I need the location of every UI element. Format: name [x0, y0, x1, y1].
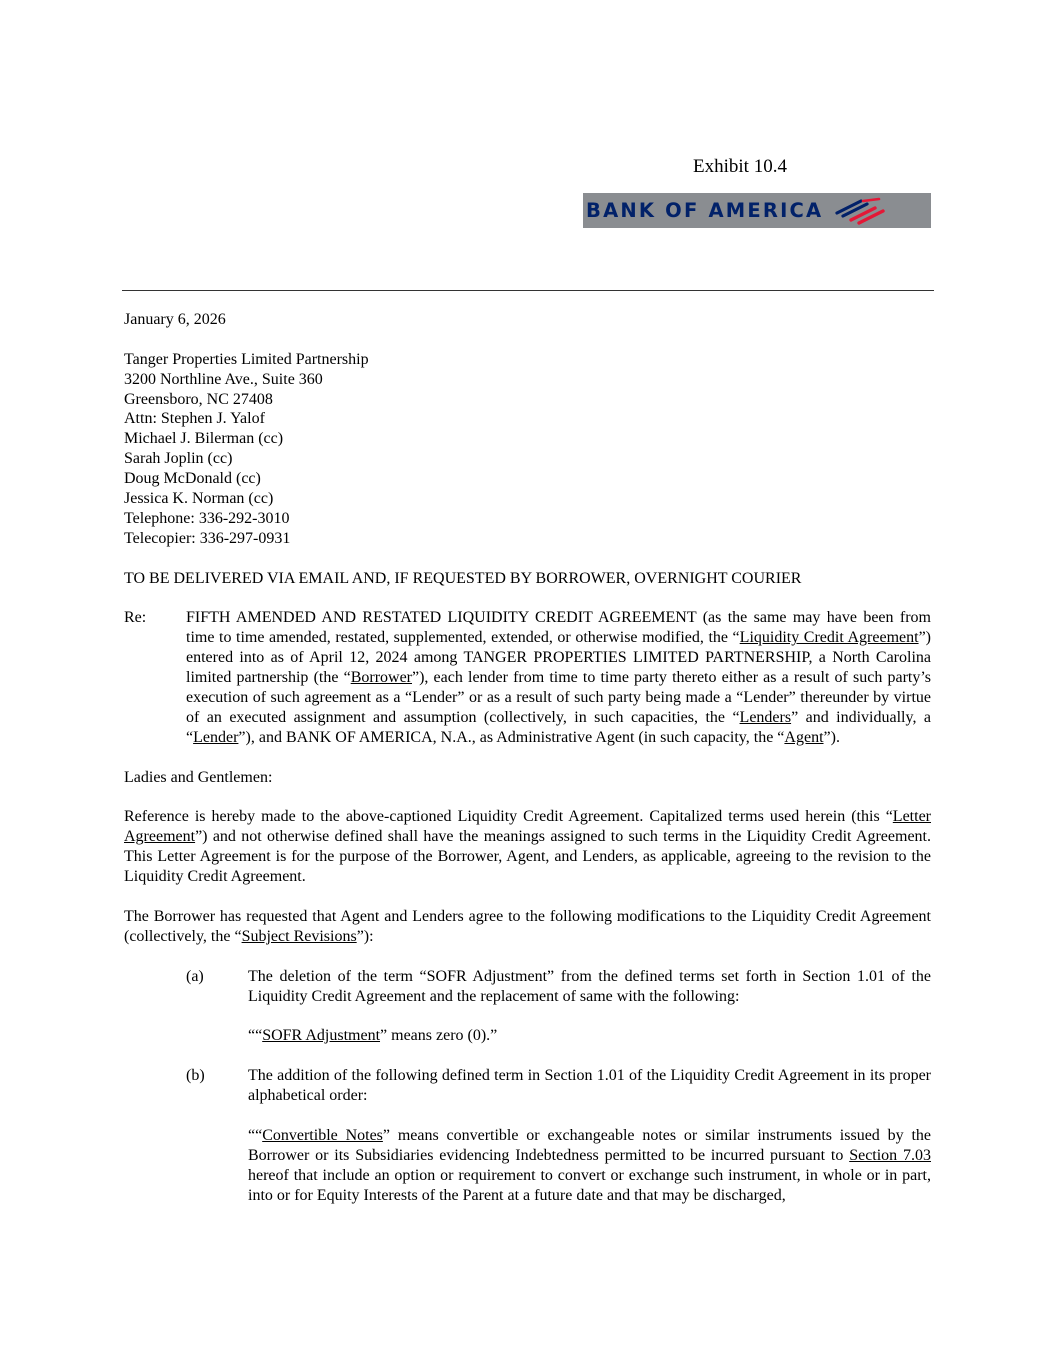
- section-reference: Section 7.03: [849, 1146, 931, 1164]
- recipient-address: [124, 350, 931, 549]
- definition-quote: ““SOFR Adjustment” means zero (0).”: [248, 1027, 498, 1045]
- address-line: Tanger Properties Limited Partnership: [124, 350, 369, 368]
- defined-term: Convertible Notes: [262, 1126, 383, 1144]
- re-text: FIFTH AMENDED AND RESTATED LIQUIDITY CREDIT AGREEMENT (as the same may have been from time to time amended, restated, supplemented, extended, or otherwise modified, the “Liquidity Credit Agreement”) entered into as of April 12, 2024 among TANGER PROPERTIES LIMITED PARTNERSHIP, a North Carolina limited partnership (the “Borrower”), each lender from time to time party thereto either as a result of such party’s execution of such agreement as a “Lender” or as a result of such party being made a “Lender” thereunder by virtue of an executed assignment and assumption (collectively, in such capacities, the “Lenders” and individually, a “Lender”), and BANK OF AMERICA, N.A., as Administrative Agent (in such capacity, the “Agent”).: [186, 609, 932, 746]
- delivery-instruction: TO BE DELIVERED VIA EMAIL AND, IF REQUESTED BY BORROWER, OVERNIGHT COURIER: [124, 569, 802, 587]
- address-line: Jessica K. Norman (cc): [124, 490, 274, 508]
- address-line: Michael J. Bilerman (cc): [124, 430, 284, 448]
- re-label: Re:: [124, 609, 147, 627]
- defined-term: Letter Agreement: [124, 808, 931, 846]
- logo-text: BANK OF AMERICA: [586, 198, 824, 222]
- address-line: Doug McDonald (cc): [124, 470, 261, 488]
- address-line: Telephone: 336-292-3010: [124, 509, 290, 527]
- letter-date: January 6, 2026: [124, 311, 226, 328]
- exhibit-number: Exhibit 10.4: [693, 156, 787, 177]
- address-line: 3200 Northline Ave., Suite 360: [124, 370, 323, 388]
- bank-logo: [583, 193, 931, 228]
- defined-term: Lender: [193, 728, 239, 746]
- address-line: Attn: Stephen J. Yalof: [124, 410, 265, 428]
- paragraph-reference: Reference is hereby made to the above-captioned Liquidity Credit Agreement. Capitalized terms used herein (this “Letter Agreement”) and not otherwise defined shall have the meanings assigned to such terms in the Liquidity Credit Agreement. This Letter Agreement is for the purpose of the Borrower, Agent, and Lenders, as applicable, agreeing to the revision to the Liquidity Credit Agreement.: [124, 808, 931, 886]
- paragraph-request: The Borrower has requested that Agent and Lenders agree to the following modifications to the Liquidity Credit Agreement (collectively, the “Subject Revisions”):: [124, 907, 931, 945]
- item-label: (a): [186, 967, 204, 985]
- item-label: (b): [186, 1067, 205, 1085]
- defined-term: Liquidity Credit Agreement: [739, 629, 919, 647]
- defined-term: Subject Revisions: [241, 927, 357, 945]
- revision-item-b: [186, 1066, 931, 1106]
- re-section: [124, 608, 931, 747]
- defined-term: SOFR Adjustment: [262, 1027, 381, 1045]
- address-line: Sarah Joplin (cc): [124, 450, 233, 468]
- salutation: Ladies and Gentlemen:: [124, 768, 273, 786]
- revision-item-a: [186, 967, 931, 1007]
- item-text: The addition of the following defined term in Section 1.01 of the Liquidity Credit Agreement in its proper alphabetical order:: [248, 1067, 931, 1104]
- header-divider: [122, 290, 934, 291]
- defined-term: Agent: [784, 728, 824, 746]
- defined-term: Lenders: [739, 708, 792, 726]
- letter-body: [124, 310, 931, 1205]
- defined-term: Borrower: [350, 669, 412, 687]
- flag-icon: [831, 196, 887, 226]
- address-line: Greensboro, NC 27408: [124, 390, 273, 408]
- address-line: Telecopier: 336-297-0931: [124, 529, 291, 547]
- definition-quote: ““Convertible Notes” means convertible or exchangeable notes or similar instruments issued by the Borrower or its Subsidiaries evidencing Indebtedness permitted to be incurred pursuant to Section 7.03 hereof that include an option or requirement to convert or exchange such instrument, in whole or in part, into or for Equity Interests of the Parent at a future date and that may be discharged,: [248, 1126, 931, 1204]
- item-text: The deletion of the term “SOFR Adjustment” from the defined terms set forth in Section 1.01 of the Liquidity Credit Agreement and the replacement of same with the following:: [248, 967, 931, 1005]
